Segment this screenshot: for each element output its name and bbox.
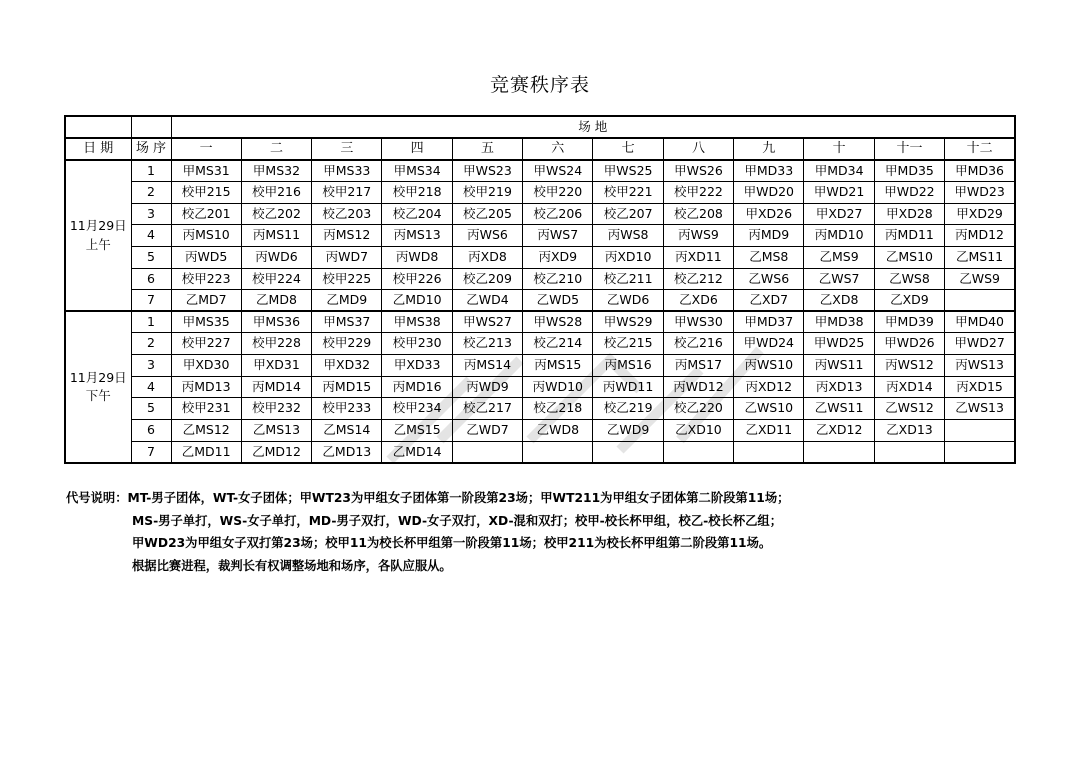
match-cell: 甲WS29 — [593, 311, 663, 333]
order-cell: 6 — [131, 268, 171, 290]
table-row — [65, 441, 1015, 463]
order-cell: 5 — [131, 246, 171, 268]
match-cell: 乙XD8 — [804, 290, 874, 312]
match-cell: 校甲221 — [593, 181, 663, 203]
match-cell: 校甲231 — [171, 398, 241, 420]
match-cell: 丙WD12 — [663, 376, 733, 398]
session-date-cell — [65, 160, 131, 311]
match-cell: 甲XD30 — [171, 355, 241, 377]
court-header: 十一 — [874, 138, 944, 160]
match-cell: 甲MD39 — [874, 311, 944, 333]
session-period: 上午 — [85, 236, 111, 252]
match-cell: 丙XD9 — [523, 246, 593, 268]
order-cell: 3 — [131, 203, 171, 225]
match-cell: 校乙220 — [663, 398, 733, 420]
table-row — [65, 225, 1015, 247]
match-cell: 甲MD40 — [945, 311, 1015, 333]
match-cell: 校乙208 — [663, 203, 733, 225]
match-cell: 乙XD7 — [734, 290, 804, 312]
court-header: 九 — [734, 138, 804, 160]
match-cell: 甲MS32 — [241, 160, 311, 182]
court-header: 十二 — [945, 138, 1015, 160]
match-cell: 甲WS23 — [452, 160, 522, 182]
session-date-cell — [65, 311, 131, 463]
match-cell: 校甲233 — [312, 398, 382, 420]
match-cell: 校乙216 — [663, 333, 733, 355]
match-cell: 乙XD6 — [663, 290, 733, 312]
notes-line: 代号说明：MT-男子团体，WT-女子团体；甲WT23为甲组女子团体第一阶段第23场；甲WT211为甲组女子团体第二阶段第11场； — [66, 491, 790, 505]
match-cell: 丙WD7 — [312, 246, 382, 268]
match-cell: 甲WS24 — [523, 160, 593, 182]
match-cell: 甲XD27 — [804, 203, 874, 225]
match-cell: 丙MS14 — [452, 355, 522, 377]
match-cell: 甲WD21 — [804, 181, 874, 203]
match-cell: 甲MD34 — [804, 160, 874, 182]
match-cell: 乙WD5 — [523, 290, 593, 312]
court-header: 二 — [241, 138, 311, 160]
match-cell: 丙MS16 — [593, 355, 663, 377]
match-cell: 甲MS34 — [382, 160, 452, 182]
match-cell — [734, 441, 804, 463]
match-cell: 甲WD26 — [874, 333, 944, 355]
session-date: 11月29日 — [69, 218, 127, 234]
header-row-venue — [65, 116, 1015, 138]
match-cell: 校甲218 — [382, 181, 452, 203]
match-cell: 甲WS28 — [523, 311, 593, 333]
order-cell: 2 — [131, 333, 171, 355]
schedule-table — [64, 115, 1016, 464]
match-cell: 乙WS11 — [804, 398, 874, 420]
match-cell: 甲MS35 — [171, 311, 241, 333]
match-cell: 校乙211 — [593, 268, 663, 290]
court-header: 七 — [593, 138, 663, 160]
match-cell: 乙MD8 — [241, 290, 311, 312]
match-cell: 丙MD10 — [804, 225, 874, 247]
match-cell: 甲XD32 — [312, 355, 382, 377]
match-cell: 校乙217 — [452, 398, 522, 420]
match-cell: 乙MS9 — [804, 246, 874, 268]
match-cell: 甲MS37 — [312, 311, 382, 333]
match-cell: 校乙204 — [382, 203, 452, 225]
match-cell: 乙MS13 — [241, 419, 311, 441]
match-cell: 甲MS36 — [241, 311, 311, 333]
match-cell: 乙MD14 — [382, 441, 452, 463]
match-cell: 乙MD13 — [312, 441, 382, 463]
match-cell: 乙XD12 — [804, 419, 874, 441]
match-cell: 丙WS9 — [663, 225, 733, 247]
notes-line: 根据比赛进程，裁判长有权调整场地和场序，各队应服从。 — [132, 558, 452, 573]
match-cell: 乙WS6 — [734, 268, 804, 290]
notes-line: 甲WD23为甲组女子双打第23场；校甲11为校长杯甲组第一阶段第11场；校甲211为校长杯甲组第二阶段第11场。 — [132, 536, 772, 550]
notes-section — [66, 487, 789, 577]
order-cell: 1 — [131, 311, 171, 333]
match-cell: 甲MS38 — [382, 311, 452, 333]
court-header: 八 — [663, 138, 733, 160]
order-cell: 5 — [131, 398, 171, 420]
match-cell: 丙XD13 — [804, 376, 874, 398]
table-row — [65, 268, 1015, 290]
match-cell: 丙WS11 — [804, 355, 874, 377]
match-cell: 丙MD13 — [171, 376, 241, 398]
match-cell: 校甲232 — [241, 398, 311, 420]
match-cell — [804, 441, 874, 463]
match-cell: 甲XD33 — [382, 355, 452, 377]
order-cell: 7 — [131, 441, 171, 463]
table-row — [65, 311, 1015, 333]
match-cell: 校乙213 — [452, 333, 522, 355]
match-cell: 丙MS10 — [171, 225, 241, 247]
match-cell: 甲XD31 — [241, 355, 311, 377]
order-cell: 6 — [131, 419, 171, 441]
court-header: 十 — [804, 138, 874, 160]
court-header: 四 — [382, 138, 452, 160]
header-row-courts — [65, 138, 1015, 160]
match-cell: 甲MD33 — [734, 160, 804, 182]
match-cell — [523, 441, 593, 463]
table-row — [65, 398, 1015, 420]
match-cell: 丙MS15 — [523, 355, 593, 377]
match-cell: 丙WS8 — [593, 225, 663, 247]
match-cell: 校甲220 — [523, 181, 593, 203]
match-cell: 校甲219 — [452, 181, 522, 203]
match-cell: 甲WS25 — [593, 160, 663, 182]
match-cell — [663, 441, 733, 463]
table-row — [65, 290, 1015, 312]
match-cell: 丙WS6 — [452, 225, 522, 247]
match-cell: 乙WS7 — [804, 268, 874, 290]
match-cell: 乙XD11 — [734, 419, 804, 441]
match-cell: 丙WD9 — [452, 376, 522, 398]
match-cell: 乙XD9 — [874, 290, 944, 312]
match-cell: 乙MS10 — [874, 246, 944, 268]
match-cell: 乙WD9 — [593, 419, 663, 441]
match-cell: 校乙206 — [523, 203, 593, 225]
match-cell — [945, 419, 1015, 441]
table-row — [65, 355, 1015, 377]
match-cell: 校乙203 — [312, 203, 382, 225]
order-cell: 4 — [131, 376, 171, 398]
match-cell: 校乙215 — [593, 333, 663, 355]
match-cell: 甲WD27 — [945, 333, 1015, 355]
match-cell: 丙MS17 — [663, 355, 733, 377]
match-cell: 乙MD9 — [312, 290, 382, 312]
match-cell: 乙WS10 — [734, 398, 804, 420]
match-cell: 校甲216 — [241, 181, 311, 203]
match-cell: 校乙205 — [452, 203, 522, 225]
match-cell — [945, 441, 1015, 463]
match-cell: 丙MD12 — [945, 225, 1015, 247]
table-row — [65, 203, 1015, 225]
match-cell: 甲WD22 — [874, 181, 944, 203]
match-cell: 丙MD15 — [312, 376, 382, 398]
match-cell: 校甲226 — [382, 268, 452, 290]
match-cell: 乙XD13 — [874, 419, 944, 441]
schedule-body — [65, 116, 1015, 463]
session-period: 下午 — [85, 388, 111, 404]
match-cell: 校乙209 — [452, 268, 522, 290]
match-cell: 甲WS26 — [663, 160, 733, 182]
match-cell: 丙XD12 — [734, 376, 804, 398]
match-cell: 丙MD9 — [734, 225, 804, 247]
match-cell: 校乙218 — [523, 398, 593, 420]
match-cell: 丙WS10 — [734, 355, 804, 377]
match-cell — [593, 441, 663, 463]
match-cell: 丙WD11 — [593, 376, 663, 398]
match-cell: 校甲234 — [382, 398, 452, 420]
match-cell: 丙WD10 — [523, 376, 593, 398]
match-cell: 丙MS11 — [241, 225, 311, 247]
match-cell: 乙WD7 — [452, 419, 522, 441]
court-header: 三 — [312, 138, 382, 160]
match-cell: 乙MS14 — [312, 419, 382, 441]
header-blank-cell — [131, 116, 171, 138]
match-cell: 丙XD8 — [452, 246, 522, 268]
order-cell: 3 — [131, 355, 171, 377]
match-cell: 丙WD5 — [171, 246, 241, 268]
match-cell: 乙WD4 — [452, 290, 522, 312]
court-header: 六 — [523, 138, 593, 160]
match-cell: 甲MS31 — [171, 160, 241, 182]
court-header: 一 — [171, 138, 241, 160]
match-cell: 乙WD6 — [593, 290, 663, 312]
match-cell: 校甲229 — [312, 333, 382, 355]
match-cell: 乙MD12 — [241, 441, 311, 463]
match-cell: 乙MD7 — [171, 290, 241, 312]
match-cell — [452, 441, 522, 463]
match-cell: 甲WD20 — [734, 181, 804, 203]
match-cell: 校乙212 — [663, 268, 733, 290]
match-cell: 甲XD26 — [734, 203, 804, 225]
match-cell: 丙XD15 — [945, 376, 1015, 398]
match-cell: 甲MD35 — [874, 160, 944, 182]
match-cell: 丙WD8 — [382, 246, 452, 268]
match-cell: 丙MS13 — [382, 225, 452, 247]
order-cell: 1 — [131, 160, 171, 182]
match-cell: 校甲230 — [382, 333, 452, 355]
match-cell: 甲MD36 — [945, 160, 1015, 182]
table-row — [65, 419, 1015, 441]
match-cell: 甲MD38 — [804, 311, 874, 333]
header-blank-cell — [65, 116, 131, 138]
page-title: 竞赛秩序表 — [489, 74, 590, 96]
court-header: 五 — [452, 138, 522, 160]
date-header: 日 期 — [65, 138, 131, 160]
match-cell: 乙MS8 — [734, 246, 804, 268]
match-cell: 甲XD28 — [874, 203, 944, 225]
match-cell: 甲MD37 — [734, 311, 804, 333]
match-cell: 校甲225 — [312, 268, 382, 290]
order-cell: 2 — [131, 181, 171, 203]
match-cell: 校乙201 — [171, 203, 241, 225]
match-cell: 校甲215 — [171, 181, 241, 203]
match-cell: 乙WD8 — [523, 419, 593, 441]
order-cell: 7 — [131, 290, 171, 312]
match-cell: 乙WS9 — [945, 268, 1015, 290]
match-cell: 丙MD11 — [874, 225, 944, 247]
match-cell: 乙MS11 — [945, 246, 1015, 268]
notes-line: MS-男子单打，WS-女子单打，MD-男子双打，WD-女子双打，XD-混和双打；校甲-校长杯甲组，校乙-校长杯乙组； — [132, 513, 783, 528]
match-cell: 丙MD16 — [382, 376, 452, 398]
match-cell: 丙WS13 — [945, 355, 1015, 377]
match-cell: 校甲224 — [241, 268, 311, 290]
match-cell: 丙MD14 — [241, 376, 311, 398]
match-cell: 乙WS8 — [874, 268, 944, 290]
table-row — [65, 246, 1015, 268]
venue-header: 场 地 — [171, 116, 1015, 138]
match-cell: 校甲228 — [241, 333, 311, 355]
table-row — [65, 376, 1015, 398]
match-cell: 乙MD11 — [171, 441, 241, 463]
match-cell: 校乙219 — [593, 398, 663, 420]
match-cell — [945, 290, 1015, 312]
match-cell: 校甲227 — [171, 333, 241, 355]
match-cell: 校甲223 — [171, 268, 241, 290]
match-cell: 校甲222 — [663, 181, 733, 203]
table-row — [65, 181, 1015, 203]
match-cell: 丙XD11 — [663, 246, 733, 268]
match-cell: 丙WS12 — [874, 355, 944, 377]
match-cell: 乙MD10 — [382, 290, 452, 312]
match-cell: 甲WD24 — [734, 333, 804, 355]
table-row — [65, 333, 1015, 355]
match-cell: 丙WD6 — [241, 246, 311, 268]
match-cell: 校乙207 — [593, 203, 663, 225]
order-header: 场 序 — [131, 138, 171, 160]
match-cell: 乙MS12 — [171, 419, 241, 441]
match-cell: 校乙214 — [523, 333, 593, 355]
match-cell: 校乙210 — [523, 268, 593, 290]
match-cell: 甲WD23 — [945, 181, 1015, 203]
match-cell: 乙XD10 — [663, 419, 733, 441]
match-cell: 甲WS30 — [663, 311, 733, 333]
order-cell: 4 — [131, 225, 171, 247]
match-cell: 校甲217 — [312, 181, 382, 203]
match-cell: 乙WS13 — [945, 398, 1015, 420]
match-cell: 乙WS12 — [874, 398, 944, 420]
match-cell: 甲XD29 — [945, 203, 1015, 225]
session-date: 11月29日 — [69, 370, 127, 386]
match-cell: 校乙202 — [241, 203, 311, 225]
match-cell: 甲MS33 — [312, 160, 382, 182]
match-cell — [874, 441, 944, 463]
match-cell: 丙XD14 — [874, 376, 944, 398]
match-cell: 丙WS7 — [523, 225, 593, 247]
match-cell: 甲WD25 — [804, 333, 874, 355]
match-cell: 丙XD10 — [593, 246, 663, 268]
match-cell: 乙MS15 — [382, 419, 452, 441]
match-cell: 丙MS12 — [312, 225, 382, 247]
match-cell: 甲WS27 — [452, 311, 522, 333]
table-row — [65, 160, 1015, 182]
